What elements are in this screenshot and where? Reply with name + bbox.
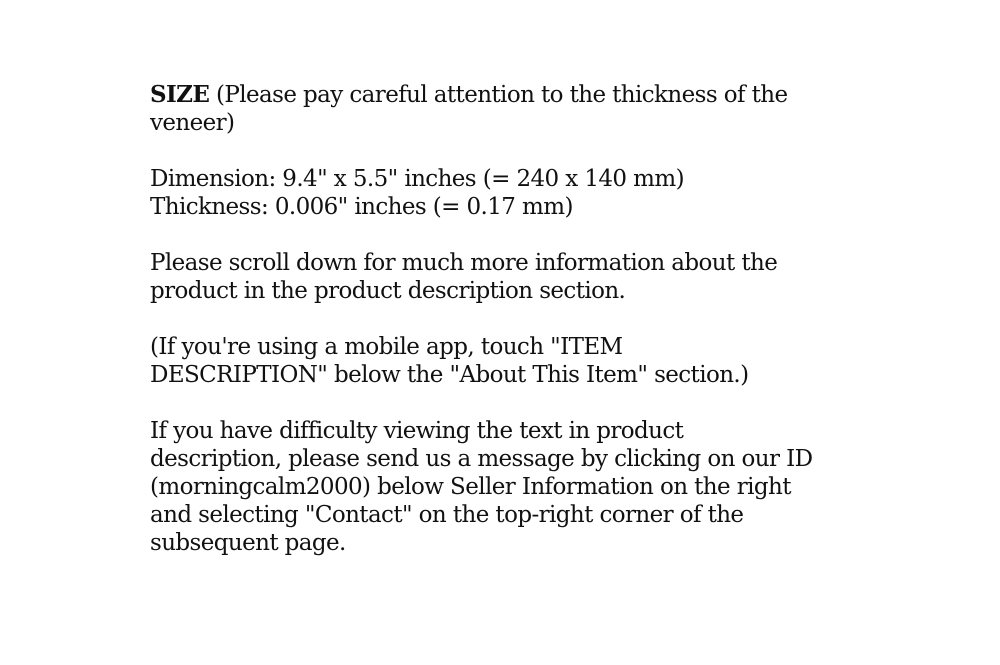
thickness-text: Thickness: 0.006" inches (= 0.17 mm) xyxy=(150,194,573,220)
size-line-1 xyxy=(150,81,870,109)
dimensions-paragraph xyxy=(150,165,870,221)
size-note-text: (Please pay careful attention to the thickness of the xyxy=(209,82,788,108)
contact-note-line: description, please send us a message by clicking on our ID xyxy=(150,446,813,472)
mobile-note-line: DESCRIPTION" below the "About This Item" section.) xyxy=(150,362,749,388)
scroll-note-line: product in the product description section. xyxy=(150,278,626,304)
contact-note-line: (morningcalm2000) below Seller Information on the right xyxy=(150,474,791,500)
size-note-text-continued: veneer) xyxy=(150,110,235,136)
scroll-note-paragraph xyxy=(150,249,870,305)
mobile-note-line: (If you're using a mobile app, touch "ITEM xyxy=(150,334,623,360)
scroll-note-line: Please scroll down for much more information about the xyxy=(150,250,778,276)
product-info-document xyxy=(150,81,870,585)
contact-note-paragraph xyxy=(150,417,870,557)
mobile-note-paragraph xyxy=(150,333,870,389)
size-heading: SIZE xyxy=(150,81,210,108)
contact-note-line: subsequent page. xyxy=(150,530,346,556)
contact-note-line: and selecting "Contact" on the top-right corner of the xyxy=(150,502,744,528)
dimension-text: Dimension: 9.4" x 5.5" inches (= 240 x 140 mm) xyxy=(150,166,684,192)
size-paragraph xyxy=(150,81,870,137)
contact-note-line: If you have difficulty viewing the text in product xyxy=(150,418,684,444)
